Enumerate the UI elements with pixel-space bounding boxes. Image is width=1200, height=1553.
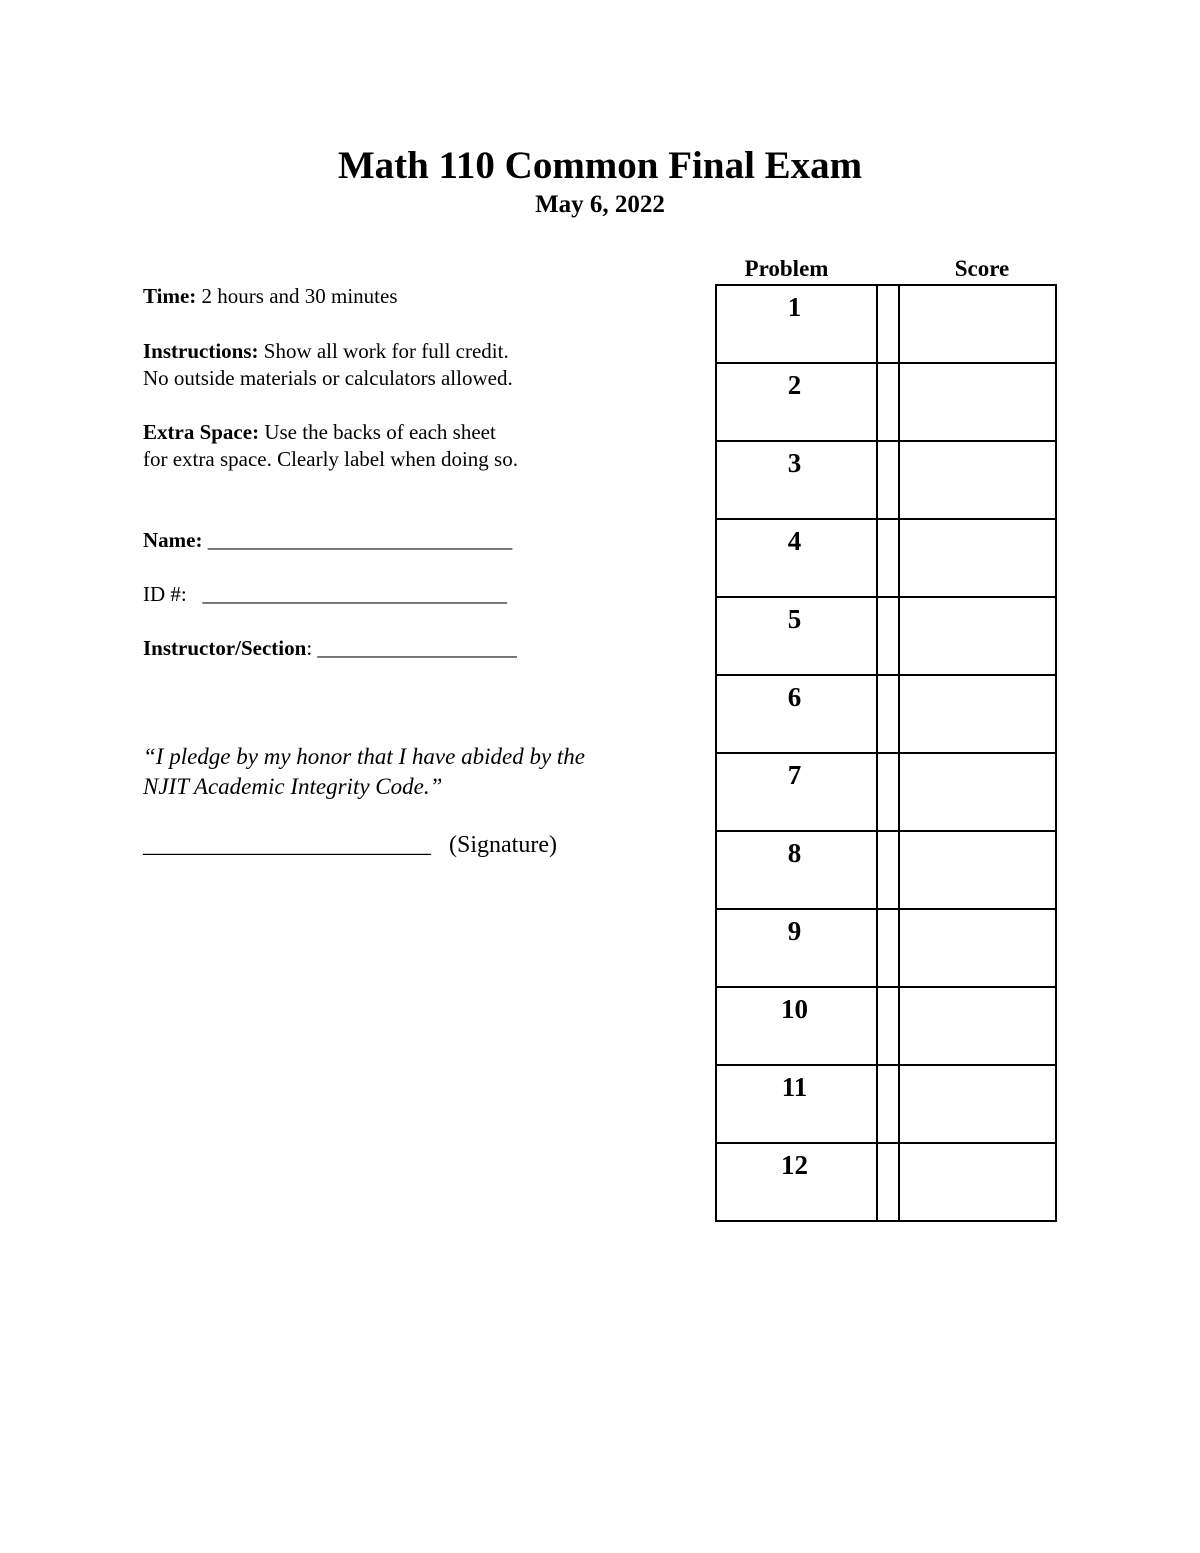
score-row [716,441,1056,519]
problem-number-cell [716,909,877,987]
score-row [716,987,1056,1065]
separator-cell [877,909,899,987]
separator-cell [877,1065,899,1143]
separator-cell [877,987,899,1065]
exam-title: Math 110 Common Final Exam [337,144,863,187]
exam-date: May 6, 2022 [535,191,665,218]
problem-number-cell [716,831,877,909]
score-cell[interactable] [899,909,1056,987]
instructor-section-blank[interactable]: : ___________________ [306,636,517,660]
problem-number: 11 [781,1072,808,1102]
id-blank[interactable]: _____________________________ [186,582,507,606]
instructor-section-field[interactable] [143,635,517,662]
score-cell[interactable] [899,1065,1056,1143]
signature-field[interactable] [143,830,557,860]
problem-number-cell [716,519,877,597]
extra-space-line-2: for extra space. Clearly label when doing so. [143,447,518,471]
name-blank[interactable]: _____________________________ [202,528,513,552]
separator-cell [877,285,899,363]
time-value: 2 hours and 30 minutes [196,284,398,308]
separator-cell [877,831,899,909]
problem-number: 8 [787,838,802,868]
problem-number-cell [716,1065,877,1143]
score-cell[interactable] [899,519,1056,597]
problem-number-cell [716,441,877,519]
time-info [143,283,398,310]
pledge-line-2: NJIT Academic Integrity Code.” [143,774,443,799]
honor-pledge [143,742,585,802]
instructions-label: Instructions: [143,339,259,363]
score-row [716,519,1056,597]
signature-blank[interactable]: ________________________ [143,832,431,858]
problem-number: 6 [787,682,802,712]
problem-number: 12 [781,1150,808,1180]
problem-number-cell [716,1143,877,1221]
problem-number: 5 [787,604,802,634]
problem-column-header: Problem [744,256,829,281]
problem-number: 1 [787,292,802,322]
separator-cell [877,675,899,753]
problem-number: 10 [781,994,808,1024]
name-label: Name: [143,528,203,552]
problem-number: 2 [787,370,802,400]
instructions-line-2: No outside materials or calculators allowed. [143,366,513,390]
instructions-info [143,338,513,392]
score-cell[interactable] [899,675,1056,753]
signature-label: (Signature) [449,832,557,858]
separator-cell [877,363,899,441]
extra-space-label: Extra Space: [143,420,260,444]
separator-cell [877,519,899,597]
score-row [716,363,1056,441]
score-cell[interactable] [899,363,1056,441]
score-row [716,753,1056,831]
problem-number-cell [716,987,877,1065]
problem-number: 9 [787,916,802,946]
score-row [716,675,1056,753]
time-label: Time: [143,284,197,308]
instructions-line-1: Show all work for full credit. [258,339,509,363]
score-table [715,284,1057,1222]
score-cell[interactable] [899,753,1056,831]
problem-number-cell [716,363,877,441]
separator-cell [877,1143,899,1221]
separator-cell [877,441,899,519]
score-cell[interactable] [899,1143,1056,1221]
score-row [716,1065,1056,1143]
extra-space-line-1: Use the backs of each sheet [259,420,496,444]
score-cell[interactable] [899,831,1056,909]
score-cell[interactable] [899,285,1056,363]
separator-cell [877,597,899,675]
problem-number-cell [716,753,877,831]
score-cell[interactable] [899,597,1056,675]
instructor-section-label: Instructor/Section [143,636,307,660]
name-field[interactable] [143,527,512,554]
score-column-header: Score [954,256,1010,281]
score-row [716,831,1056,909]
score-row [716,909,1056,987]
problem-number: 7 [787,760,802,790]
pledge-line-1: “I pledge by my honor that I have abided by the [143,744,585,769]
score-row [716,285,1056,363]
score-cell[interactable] [899,441,1056,519]
id-label: ID #: [143,582,187,606]
score-cell[interactable] [899,987,1056,1065]
score-row [716,1143,1056,1221]
extra-space-info [143,419,518,473]
id-field[interactable] [143,581,507,608]
problem-number-cell [716,675,877,753]
problem-number: 3 [787,448,802,478]
problem-number: 4 [787,526,802,556]
separator-cell [877,753,899,831]
score-row [716,597,1056,675]
problem-number-cell [716,285,877,363]
problem-number-cell [716,597,877,675]
